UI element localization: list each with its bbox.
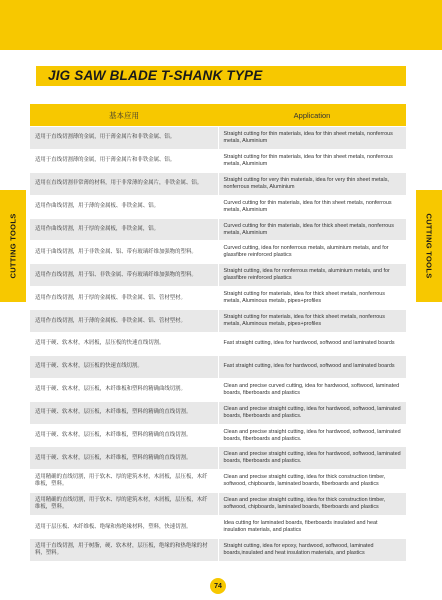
basic-application-cell: 适用作直线切割，用于薄的金属板、非铁金属、铝、管材型材。 xyxy=(30,310,219,332)
basic-application-cell: 适用于硬、软木材，层压板，木纤维板，塑料的精确的直线切割。 xyxy=(30,425,219,447)
application-cell: Clean and precise straight cutting, idea for hardwood, softwood, laminated boards, fiberboards and plastics. xyxy=(223,428,401,442)
table-row xyxy=(30,538,406,561)
table-header xyxy=(30,104,406,126)
application-cell: Curved cutting for thin materials, idea for thin sheet metals, nonferrous metals, Aluminium xyxy=(223,199,392,213)
table-row xyxy=(30,309,406,332)
table-row xyxy=(30,126,406,149)
application-cell: Fast straight cutting, idea for hardwood, softwood and laminated boards xyxy=(223,340,395,347)
application-cell: Fast straight cutting, idea for hardwood, softwood and laminated boards xyxy=(223,363,395,370)
side-tab-left xyxy=(0,190,26,302)
basic-application-cell: 适用于直线切割，用于树脂，硬、软木材，层压板，绝缘的和热绝缘的材料，塑料。 xyxy=(30,539,219,561)
basic-application-cell: 适用作曲线切割，用于厚的金属板，非铁金属，铝。 xyxy=(30,219,219,241)
application-cell: Clean and precise curved cutting, idea for hardwood, softwood, laminated boards, fiberboards and plastics xyxy=(223,382,400,396)
basic-application-cell: 适用于直线切割薄的金属，用于薄金属片和非铁金属、铝。 xyxy=(30,127,219,149)
page-title: JIG SAW BLADE T-SHANK TYPE xyxy=(48,68,263,83)
header-basic-application: 基本应用 xyxy=(109,110,139,120)
basic-application-cell: 适用于层压板、木纤维板、绝缘和热绝缘材料，塑料，快速切割。 xyxy=(30,516,219,538)
application-cell: Curved cutting, idea for nonferrous metals, aluminium metals, and for glassfibre reinforced plastics xyxy=(223,245,389,259)
basic-application-cell: 适用作曲线切割，用于薄的金属板、非铁金属、铝。 xyxy=(30,196,219,218)
basic-application-cell: 适用于硬、软木材，层压板，木纤维板，塑料的精确的直线切割。 xyxy=(30,402,219,424)
basic-application-cell: 适用精确的直线切割，用于软木、厚的建筑木材，木屑板，层压板，木纤维板，塑料。 xyxy=(30,470,219,492)
table-row xyxy=(30,149,406,172)
application-cell: Straight cutting for materials, idea for thick sheet metals, nonferrous metals, Aluminous metals, pipes+profiles xyxy=(223,291,385,305)
table-row xyxy=(30,286,406,309)
application-cell: Clean and precise straight cutting, idea for hardwood, softwood, laminated boards, fiberboards and plastics. xyxy=(223,451,401,465)
table-row xyxy=(30,332,406,355)
side-tab-right-label: CUTTING TOOLS xyxy=(424,213,434,279)
side-tab-right xyxy=(416,190,442,302)
table-row xyxy=(30,401,406,424)
application-cell: Straight cutting, idea for nonferrous metals, aluminium metals, and for glassfibre reinforced plastics xyxy=(223,268,390,282)
table-row xyxy=(30,378,406,401)
application-cell: Idea cutting for laminated boards, fiberboards insulated and heat insulation materials, and plastics xyxy=(223,520,378,534)
basic-application-cell: 适用于硬、软木材，层压板的快速直线切割。 xyxy=(30,356,219,378)
basic-application-cell: 适用于曲线切割，用于非铁金属、铝、带有玻璃纤维加强物的塑料。 xyxy=(30,241,219,263)
application-cell: Straight cutting, idea for epoxy, hardwood, softwood, laminated boards,insulated and heat insulation materials, and plastics xyxy=(223,542,374,556)
application-cell: Curved cutting for thin materials, idea for thick sheet metals, nonferrous metals, Aluminium xyxy=(223,222,394,236)
application-cell: Clean and precise straight cutting, idea for thick construction timber, softwood, chipboards, laminated boards, fiberboards and plastics xyxy=(223,474,386,488)
side-tab-left-label: CUTTING TOOLS xyxy=(8,213,18,279)
application-cell xyxy=(219,562,407,584)
application-cell: Straight cutting for materials, idea for thick sheet metals, nonferrous metals, Aluminous metals, pipes+profiles xyxy=(223,314,385,328)
table-row xyxy=(30,172,406,195)
table-row xyxy=(30,263,406,286)
application-cell: Clean and precise straight cutting, idea for thick construction timber, softwood, chipboards, laminated boards, fiberboards and plastics xyxy=(223,497,386,511)
application-table xyxy=(30,104,406,584)
table-row xyxy=(30,240,406,263)
table-body xyxy=(30,126,406,584)
basic-application-cell: 适用在直线切割非常薄的材料，用于非常薄的金属片，非铁金属、铝。 xyxy=(30,173,219,195)
table-row xyxy=(30,195,406,218)
table-row xyxy=(30,469,406,492)
table-row xyxy=(30,446,406,469)
header-application: Application xyxy=(293,110,331,120)
application-cell: Clean and precise straight cutting, idea for hardwood, softwood, laminated boards, fiberboards and plastics. xyxy=(223,405,401,419)
basic-application-cell xyxy=(30,562,219,584)
table-row xyxy=(30,515,406,538)
page-number: 74 xyxy=(210,578,226,594)
basic-application-cell: 适用于硬、软木材，木屑板，层压板的快速直线切割。 xyxy=(30,333,219,355)
basic-application-cell: 适用作直线切割，用于厚的金属板、非铁金属、铝、管材型材。 xyxy=(30,287,219,309)
table-row xyxy=(30,355,406,378)
basic-application-cell: 适用作直线切割，用于铝、非铁金属、带有玻璃纤维加强物的塑料。 xyxy=(30,264,219,286)
basic-application-cell: 适用于硬、软木材，层压板，木纤维板，塑料的精确的直线切割。 xyxy=(30,447,219,469)
top-banner xyxy=(0,0,442,50)
basic-application-cell: 适用精确的直线切割，用于软木、厚的建筑木材，木屑板，层压板，木纤维板，塑料。 xyxy=(30,493,219,515)
table-row xyxy=(30,218,406,241)
table-row xyxy=(30,492,406,515)
basic-application-cell: 适用于硬、软木材，层压板，木纤维板和塑料的精确曲线切割。 xyxy=(30,379,219,401)
table-row xyxy=(30,424,406,447)
basic-application-cell: 适用于直线切割薄的金属，用于薄金属片和非铁金属、铝。 xyxy=(30,150,219,172)
application-cell: Straight cutting for thin materials, idea for thin sheet metals, nonferrous metals, Aluminium xyxy=(223,153,393,167)
application-cell: Straight cutting for very thin materials, idea for very thin sheet metals, nonferrous metals, Aluminium xyxy=(223,176,389,190)
application-cell: Straight cutting for thin materials, idea for thin sheet metals, nonferrous metals, Aluminium xyxy=(223,130,393,144)
